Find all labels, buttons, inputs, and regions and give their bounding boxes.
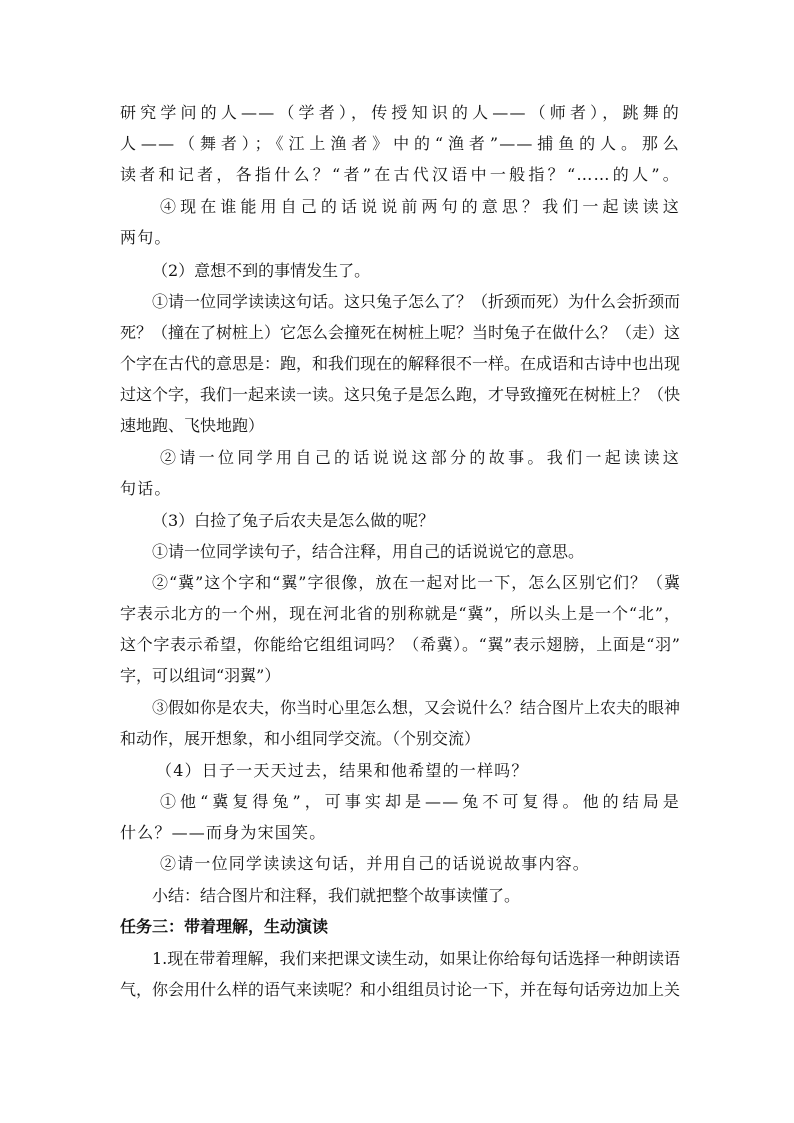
paragraph-task-3-intro	[120, 943, 680, 1005]
paragraph-zhe-meaning	[120, 97, 680, 190]
text-line: 任务三：带着理解，生动演读	[120, 917, 329, 936]
text-line: 过这个字，我们一起来读一读。这只兔子是怎么跑，才导致撞死在树桩上？（快	[120, 385, 680, 404]
text-line: ②请一位同学读读这句话，并用自己的话说说故事内容。	[160, 854, 591, 873]
subheading-3	[152, 505, 712, 536]
text-line: 气，你会用什么样的语气来读呢？和小组组员讨论一下，并在每句话旁边加上关	[120, 980, 680, 999]
text-line: ③假如你是农夫，你当时心里怎么想，又会说什么？结合图片上农夫的眼神	[152, 698, 680, 717]
text-line: ①请一位同学读句子，结合注释，用自己的话说说它的意思。	[152, 542, 585, 561]
text-line: 读者和记者，各指什么？“者”在古代汉语中一般指？“……的人”。	[120, 165, 680, 184]
paragraph-read-sentence	[152, 536, 712, 567]
text-line: ①他“冀复得兔”，可事实却是——兔不可复得。他的结局是	[160, 792, 680, 811]
subheading-4	[156, 755, 716, 786]
paragraph-step-4	[120, 191, 680, 253]
text-line: 两句。	[120, 228, 172, 247]
text-line: 研究学问的人——（学者），传授知识的人——（师者），跳舞的	[120, 103, 680, 122]
text-line: 小结：结合图片和注释，我们就把整个故事读懂了。	[152, 886, 521, 905]
text-line: ④现在谁能用自己的话说说前两句的意思？我们一起读读这	[160, 197, 680, 216]
text-line: 字表示北方的一个州，现在河北省的别称就是“冀”，所以头上是一个“北”，	[120, 604, 680, 623]
text-line: 1.现在带着理解，我们来把课文读生动，如果让你给每句话选择一种朗读语	[152, 949, 680, 968]
text-line: 字，可以组词“羽翼”）	[120, 666, 281, 685]
text-line: 什么？——而身为宋国笑。	[120, 823, 327, 842]
paragraph-retell-story	[120, 442, 680, 504]
paragraph-summary	[152, 880, 712, 911]
text-line: （3）白捡了兔子后农夫是怎么做的呢？	[152, 511, 435, 530]
text-line: 和动作，展开想象，和小组同学交流。（个别交流）	[120, 729, 481, 748]
text-line: 这个字表示希望，你能给它组组词吗？（希冀）。“翼”表示翅膀，上面是“羽”	[120, 635, 680, 654]
text-line: ②请一位同学用自己的话说说这部分的故事。我们一起读读这	[160, 448, 680, 467]
text-line: ①请一位同学读读这句话。这只兔子怎么了？（折颈而死）为什么会折颈而	[152, 292, 680, 311]
paragraph-rabbit-death	[120, 286, 680, 441]
text-line: ②“冀”这个字和“翼”字很像，放在一起对比一下，怎么区别它们？（冀	[152, 573, 680, 592]
paragraph-imagine-farmer	[120, 692, 680, 754]
text-line: 个字在古代的意思是：跑，和我们现在的解释很不一样。在成语和古诗中也出现	[120, 354, 680, 373]
section-heading-task-3	[120, 911, 680, 942]
subheading-2	[152, 255, 712, 286]
paragraph-retell-content	[160, 848, 720, 879]
text-line: 死？（撞在了树桩上）它怎么会撞死在树桩上呢？当时兔子在做什么？（走）这	[120, 323, 680, 342]
paragraph-ji-compare	[120, 567, 680, 691]
text-line: 速地跑、飞快地跑）	[120, 416, 265, 435]
paragraph-outcome	[120, 786, 680, 848]
text-line: （2）意想不到的事情发生了。	[152, 261, 371, 280]
text-line: 人——（舞者）；《江上渔者》中的“渔者”——捕鱼的人。那么	[120, 134, 680, 153]
text-line: （4）日子一天天过去，结果和他希望的一样吗？	[156, 761, 529, 780]
text-line: 句话。	[120, 479, 172, 498]
